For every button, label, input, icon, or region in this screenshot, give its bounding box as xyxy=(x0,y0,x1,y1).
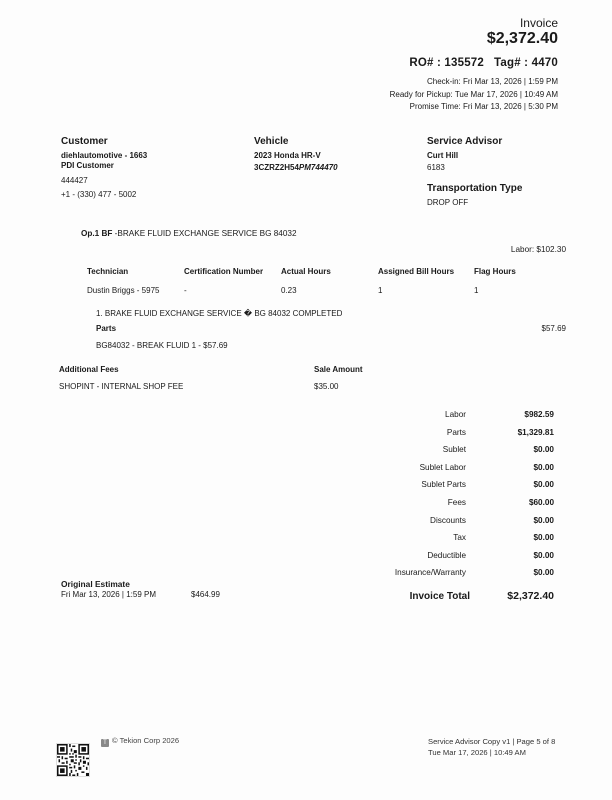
totals-value: $0.00 xyxy=(533,462,554,472)
th-actual-hours: Actual Hours xyxy=(281,267,331,276)
original-estimate-date: Fri Mar 13, 2026 | 1:59 PM xyxy=(61,590,157,599)
ready-for-pickup: Ready for Pickup: Tue Mar 17, 2026 | 10:49 AM xyxy=(389,89,558,99)
fee-item: SHOPINT - INTERNAL SHOP FEE xyxy=(59,382,184,391)
totals-row xyxy=(354,445,554,457)
customer-id: 444427 xyxy=(61,175,88,185)
td-flag-hours: 1 xyxy=(474,286,479,295)
td-assigned-bill-hours: 1 xyxy=(378,286,383,295)
totals-label: Sublet Parts xyxy=(421,480,466,490)
totals-label: Discounts xyxy=(430,515,466,525)
parts-total: $57.69 xyxy=(541,324,566,333)
td-technician: Dustin Briggs - 5975 xyxy=(87,286,160,295)
qr-code xyxy=(56,743,90,777)
invoice-total-header: $2,372.40 xyxy=(486,30,558,47)
operation-line xyxy=(81,229,297,238)
dates-block xyxy=(390,76,558,114)
totals-label: Labor xyxy=(445,410,466,419)
copy-info: Service Advisor Copy v1 | Page 5 of 8 xyxy=(428,737,556,746)
transportation-block xyxy=(427,183,522,209)
th-flag-hours: Flag Hours xyxy=(474,267,516,276)
vehicle-heading: Vehicle xyxy=(254,136,289,147)
ro-number: RO# : 135572 xyxy=(409,57,484,69)
totals-label: Sublet xyxy=(442,445,466,455)
totals-row xyxy=(354,498,554,510)
fees-heading: Additional Fees xyxy=(59,365,119,374)
transportation-value: DROP OFF xyxy=(427,198,469,207)
operation-description: -BRAKE FLUID EXCHANGE SERVICE BG 84032 xyxy=(112,229,297,238)
vehicle-vin xyxy=(254,162,338,174)
totals-row xyxy=(354,551,554,563)
totals-row xyxy=(354,410,554,422)
totals-label: Fees xyxy=(447,498,466,507)
ro-tag-line xyxy=(409,57,558,69)
th-technician: Technician xyxy=(87,267,129,276)
totals-row xyxy=(354,480,554,492)
totals-label: Sublet Labor xyxy=(419,462,466,472)
totals-value: $982.59 xyxy=(524,410,554,419)
totals-value: $1,329.81 xyxy=(517,427,554,437)
invoice-label: Invoice xyxy=(519,16,558,30)
totals-label: Parts xyxy=(446,427,466,437)
copyright-text: © Tekion Corp 2026 xyxy=(112,736,180,745)
totals-row xyxy=(354,533,554,545)
original-estimate-heading: Original Estimate xyxy=(61,579,130,589)
service-advisor-name: Curt Hill xyxy=(427,151,459,160)
tekion-logo-icon: T xyxy=(101,739,109,747)
fee-amount: $35.00 xyxy=(314,382,339,391)
customer-phone: +1 - (330) 477 - 5002 xyxy=(61,189,137,199)
customer-name: diehlautomotive - 1663 xyxy=(61,151,148,160)
th-assigned-bill-hours: Assigned Bill Hours xyxy=(378,267,455,276)
parts-label: Parts xyxy=(96,324,117,333)
vin-prefix: 3CZRZ2H54 xyxy=(254,163,299,173)
th-certification: Certification Number xyxy=(184,267,264,276)
totals-row xyxy=(354,516,554,528)
totals-value: $0.00 xyxy=(533,445,554,455)
invoice-total-label: Invoice Total xyxy=(409,591,470,602)
totals-row xyxy=(354,463,554,475)
printed-date: Tue Mar 17, 2026 | 10:49 AM xyxy=(428,748,526,757)
fees-amount-heading: Sale Amount xyxy=(314,365,363,374)
td-actual-hours: 0.23 xyxy=(281,286,297,295)
original-estimate-amount: $464.99 xyxy=(191,590,220,599)
tag-number: Tag# : 4470 xyxy=(494,57,558,69)
totals-value: $0.00 xyxy=(533,515,554,525)
customer-heading: Customer xyxy=(61,136,108,147)
totals-label: Deductible xyxy=(427,550,466,560)
totals-value: $0.00 xyxy=(533,533,554,543)
vehicle-block xyxy=(254,136,338,175)
transportation-heading: Transportation Type xyxy=(427,183,523,194)
vehicle-model: 2023 Honda HR-V xyxy=(254,151,321,160)
promise-time: Promise Time: Fri Mar 13, 2026 | 5:30 PM xyxy=(409,102,558,111)
totals-label: Tax xyxy=(453,533,466,543)
totals-label: Insurance/Warranty xyxy=(394,568,466,578)
totals-value: $0.00 xyxy=(533,568,554,578)
customer-block xyxy=(61,136,147,201)
footer-copyright xyxy=(101,736,179,747)
totals-row xyxy=(354,568,554,580)
service-advisor-id: 6183 xyxy=(427,163,445,173)
check-in: Check-in: Fri Mar 13, 2026 | 1:59 PM xyxy=(426,77,558,86)
footer-page-info xyxy=(428,736,555,758)
operation-story: 1. BRAKE FLUID EXCHANGE SERVICE � BG 84032 COMPLETED xyxy=(96,309,343,318)
qr-code-graphic xyxy=(57,744,89,776)
service-advisor-block xyxy=(427,136,502,175)
customer-type: PDI Customer xyxy=(61,161,114,171)
totals-value: $0.00 xyxy=(533,480,554,490)
operation-code: Op.1 BF xyxy=(81,229,113,238)
totals-value: $60.00 xyxy=(528,498,554,507)
totals-value: $0.00 xyxy=(533,550,554,560)
invoice-total-value: $2,372.40 xyxy=(507,590,554,602)
operation-labor: Labor: $102.30 xyxy=(510,245,566,254)
part-line: BG84032 - BREAK FLUID 1 - $57.69 xyxy=(96,341,228,350)
vin-suffix: PM744470 xyxy=(298,163,338,173)
service-advisor-heading: Service Advisor xyxy=(427,136,503,147)
td-certification: - xyxy=(184,286,187,295)
totals-row xyxy=(354,428,554,440)
